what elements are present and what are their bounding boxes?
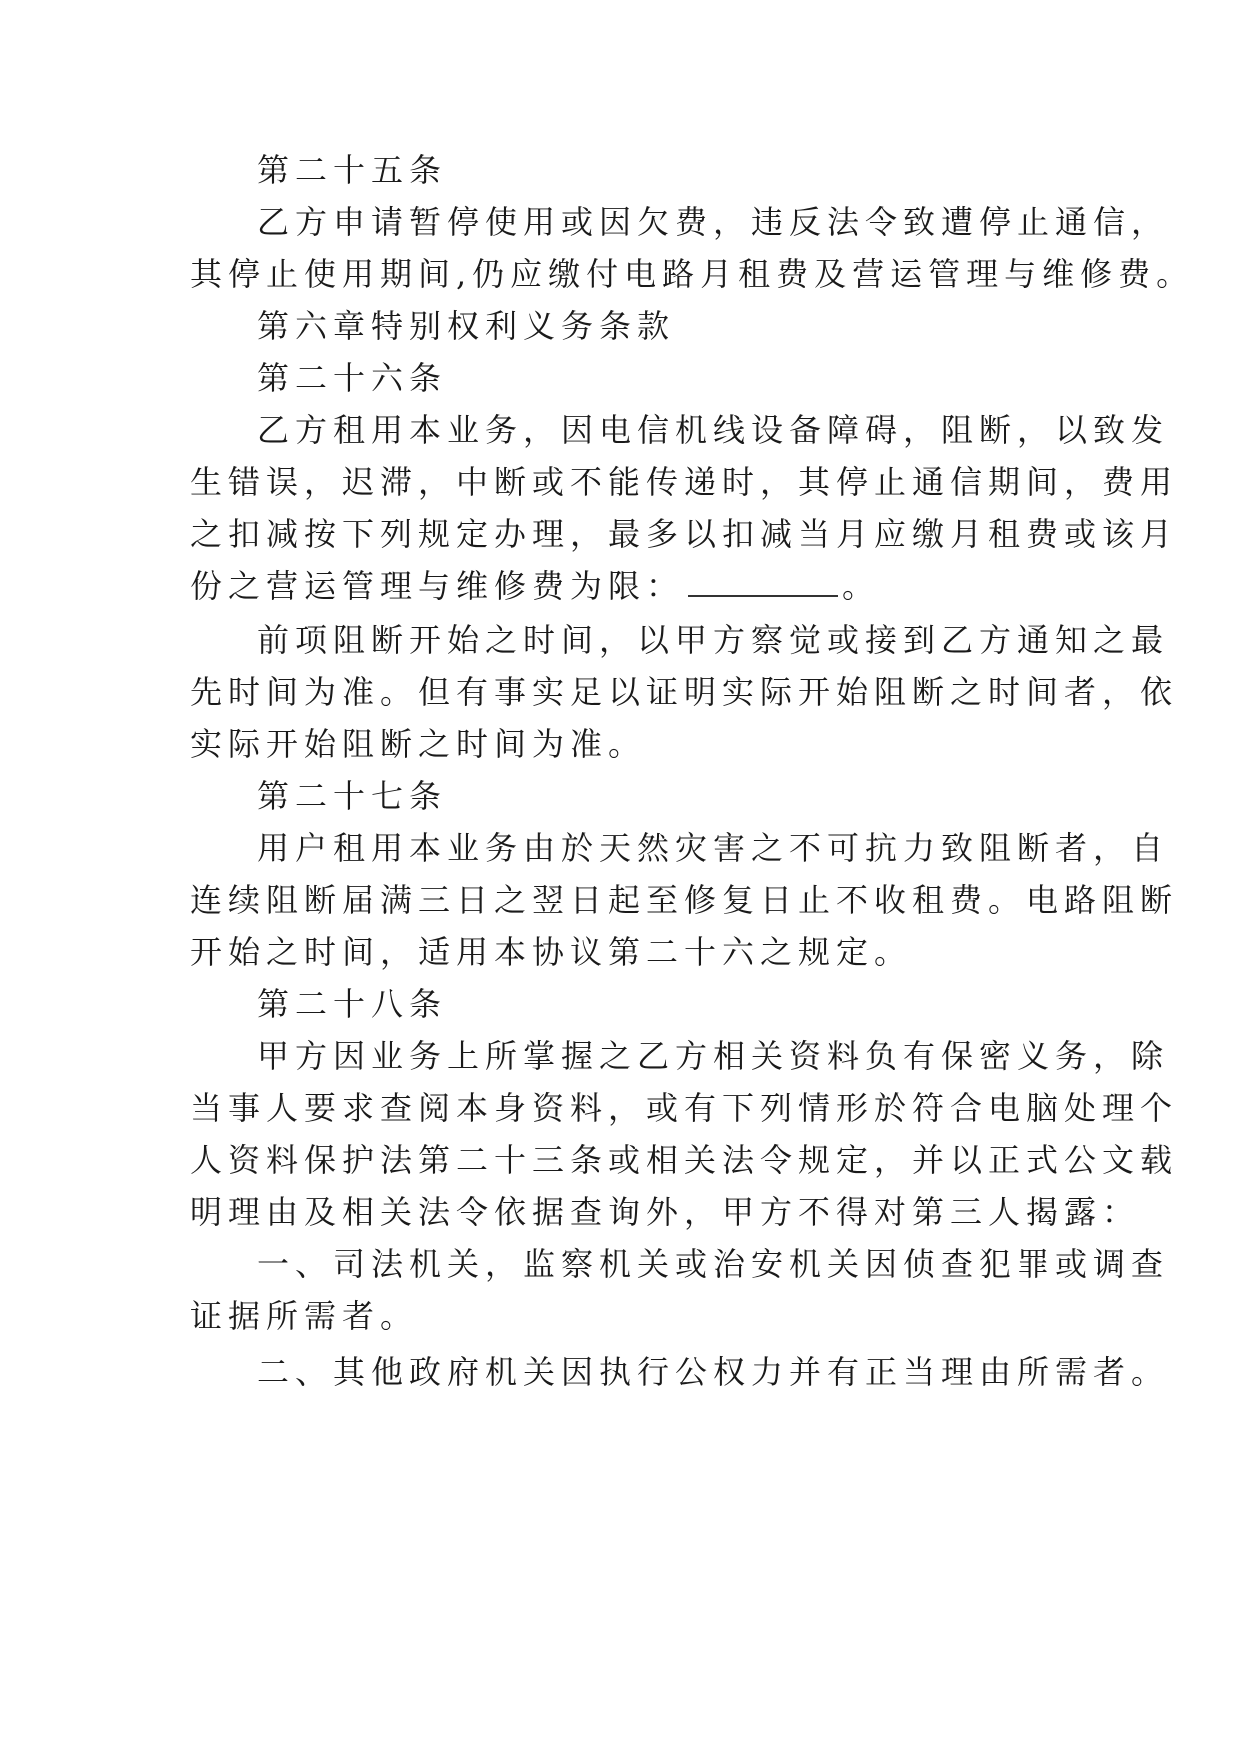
article-26-text-line-4: [190, 566, 880, 606]
item-2-line-1: 二、其他政府机关因执行公权力并有正当理由所需者。: [257, 1353, 1170, 1391]
chapter-6-heading: 第六章特别权利义务条款: [257, 307, 676, 345]
article-28-text-line-3: 人资料保护法第二十三条或相关法令规定，并以正式公文载: [190, 1141, 1179, 1179]
article-28-text-line-4: 明理由及相关法令依据查询外，甲方不得对第三人揭露：: [190, 1193, 1141, 1231]
article-27-text-line-1: 用户租用本业务由於天然灾害之不可抗力致阻断者，自: [257, 829, 1170, 867]
article-27-heading: 第二十七条: [257, 777, 448, 815]
fill-in-blank: [688, 569, 838, 597]
article-28-text-line-1: 甲方因业务上所掌握之乙方相关资料负有保密义务，除: [257, 1037, 1170, 1075]
article-26-para2-line-3: 实际开始阻断之时间为准。: [190, 725, 647, 763]
article-25-text-line-1: 乙方申请暂停使用或因欠费，违反法令致遭停止通信，: [257, 203, 1170, 241]
article-26-text-line-4-text: 份之营运管理与维修费为限：: [190, 567, 685, 605]
article-26-text-line-4-end: 。: [842, 567, 881, 605]
article-26-heading: 第二十六条: [257, 359, 448, 397]
article-26-para2-line-1: 前项阻断开始之时间，以甲方察觉或接到乙方通知之最: [257, 621, 1170, 659]
item-1-line-1: 一、司法机关，监察机关或治安机关因侦查犯罪或调查: [257, 1245, 1170, 1283]
article-26-text-line-2: 生错误，迟滞，中断或不能传递时，其停止通信期间，费用: [190, 463, 1179, 501]
article-27-text-line-3: 开始之时间，适用本协议第二十六之规定。: [190, 933, 913, 971]
article-26-text-line-3: 之扣减按下列规定办理，最多以扣减当月应缴月租费或该月: [190, 515, 1179, 553]
item-1-line-2: 证据所需者。: [190, 1297, 419, 1335]
article-28-text-line-2: 当事人要求查阅本身资料，或有下列情形於符合电脑处理个: [190, 1089, 1179, 1127]
article-27-text-line-2: 连续阻断届满三日之翌日起至修复日止不收租费。电路阻断: [190, 881, 1179, 919]
article-25-text-line-2: 其停止使用期间,仍应缴付电路月租费及营运管理与维修费。: [190, 255, 1195, 293]
article-28-heading: 第二十八条: [257, 985, 448, 1023]
article-26-text-line-1: 乙方租用本业务，因电信机线设备障碍，阻断，以致发: [257, 411, 1170, 449]
article-26-para2-line-2: 先时间为准。但有事实足以证明实际开始阻断之时间者，依: [190, 673, 1179, 711]
article-25-heading: 第二十五条: [257, 151, 448, 189]
